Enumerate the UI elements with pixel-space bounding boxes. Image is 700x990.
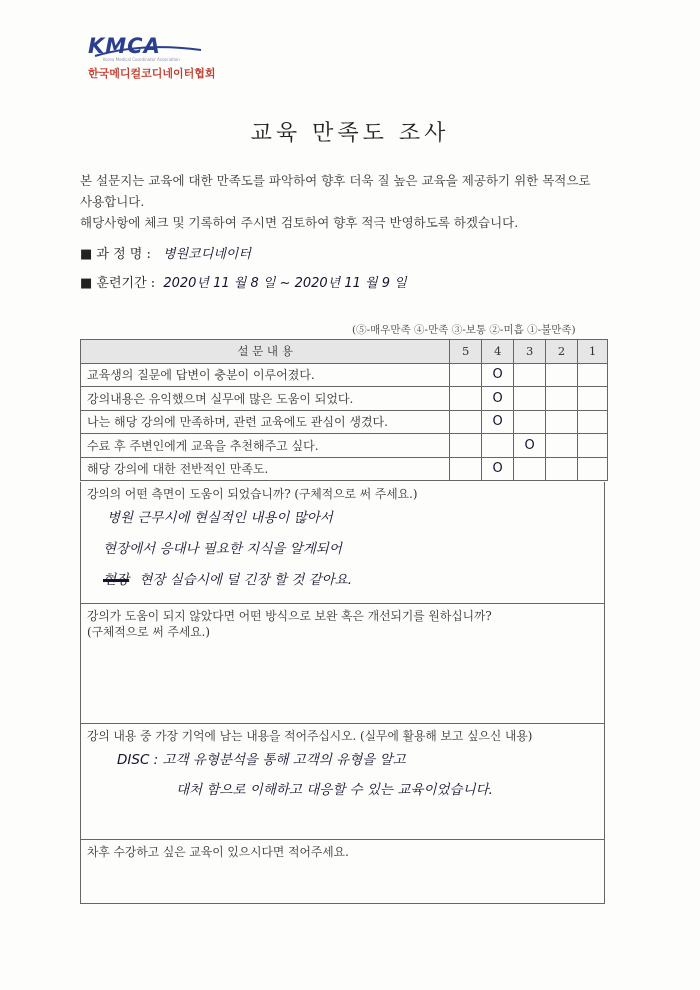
header-score: 3 (514, 340, 546, 364)
score-cell[interactable]: O (482, 363, 514, 387)
header-score: 2 (546, 340, 578, 364)
question-text: 해당 강의에 대한 전반적인 만족도. (81, 457, 450, 481)
course-field (80, 243, 251, 262)
question-text: 나는 해당 강의에 만족하며, 관련 교육에도 관심이 생겼다. (81, 410, 450, 434)
score-cell[interactable] (546, 363, 578, 387)
memorable-answer-line[interactable]: DISC : 고객 유형분석을 통해 고객의 유형을 알고 (117, 752, 406, 768)
intro-line: 본 설문지는 교육에 대한 만족도를 파악하여 향후 더욱 질 높은 교육을 제공하기 위한 목적으로 (80, 173, 591, 188)
period-field (80, 272, 407, 291)
score-cell[interactable] (514, 457, 546, 481)
logo-acronym: KMCA (88, 34, 161, 58)
question-text: 강의내용은 유익했으며 실무에 많은 도움이 되었다. (81, 387, 450, 411)
score-cell[interactable] (450, 434, 482, 458)
score-cell[interactable] (514, 410, 546, 434)
score-cell[interactable] (546, 410, 578, 434)
improve-prompt (87, 608, 492, 640)
period-label: ■ 훈련기간 : (80, 276, 156, 291)
score-cell[interactable] (514, 387, 546, 411)
score-cell[interactable]: O (482, 410, 514, 434)
score-cell[interactable] (546, 387, 578, 411)
intro-line: 해당사항에 체크 및 기록하여 주시면 검토하여 향후 적극 반영하도록 하겠습니다. (80, 215, 519, 230)
period-value[interactable]: 2020년 11 월 8 일 ~ 2020년 11 월 9 일 (163, 276, 407, 291)
question-text: 교육생의 질문에 답변이 충분이 이루어졌다. (81, 363, 450, 387)
improve-prompt-line: (구체적으로 써 주세요.) (87, 625, 211, 639)
score-cell[interactable] (578, 363, 608, 387)
table-row (81, 434, 608, 458)
helpful-prompt: 강의의 어떤 측면이 도움이 되었습니까? (구체적으로 써 주세요.) (87, 487, 418, 501)
memorable-answer-line[interactable]: 대처 함으로 이해하고 대응할 수 있는 교육이었습니다. (176, 782, 493, 798)
helpful-answer-line[interactable]: 병원 근무시에 현실적인 내용이 많아서 (107, 510, 333, 526)
score-cell[interactable] (450, 363, 482, 387)
header-score: 4 (482, 340, 514, 364)
score-cell[interactable]: O (514, 434, 546, 458)
improve-section (80, 604, 605, 724)
table-row (81, 363, 608, 387)
header-score: 5 (450, 340, 482, 364)
future-prompt: 차후 수강하고 싶은 교육이 있으시다면 적어주세요. (87, 845, 349, 859)
helpful-answer-text: 현장 실습시에 덜 긴장 할 것 같아요. (139, 572, 353, 588)
score-cell[interactable]: O (482, 387, 514, 411)
score-cell[interactable] (546, 434, 578, 458)
table-header-row (81, 340, 608, 364)
score-cell[interactable] (578, 457, 608, 481)
header-score: 1 (578, 340, 608, 364)
score-cell[interactable] (482, 434, 514, 458)
helpful-answer-line[interactable]: 현장에서 응대나 필요한 지식을 알게되어 (103, 541, 342, 557)
score-cell[interactable] (578, 387, 608, 411)
table-row (81, 387, 608, 411)
logo-swoosh-icon (93, 44, 203, 58)
logo-tagline: Korea Medical Coordinator Association (103, 57, 180, 62)
future-section (80, 840, 605, 904)
score-cell[interactable] (450, 387, 482, 411)
rating-table (80, 339, 608, 481)
improve-prompt-line: 강의가 도움이 되지 않았다면 어떤 방식으로 보완 혹은 개선되기를 원하십니까? (87, 609, 492, 623)
intro-text (80, 170, 620, 233)
helpful-answer-line[interactable] (103, 568, 352, 588)
course-value[interactable]: 병원코디네이터 (163, 247, 251, 262)
course-label: ■ 과 정 명 : (80, 247, 151, 262)
score-cell[interactable] (450, 457, 482, 481)
score-cell[interactable] (514, 363, 546, 387)
table-row (81, 457, 608, 481)
header-question: 설 문 내 용 (81, 340, 450, 364)
logo-org-name: 한국메디컬코디네이터협회 (88, 67, 216, 80)
memorable-section (80, 724, 605, 840)
score-cell[interactable] (578, 410, 608, 434)
intro-line: 사용합니다. (80, 194, 145, 209)
question-text: 수료 후 주변인에게 교육을 추천해주고 싶다. (81, 434, 450, 458)
scale-note: (⑤-매우만족 ④-만족 ③-보통 ②-미흡 ①-불만족) (352, 324, 576, 336)
memorable-prompt: 강의 내용 중 가장 기억에 남는 내용을 적어주십시오. (실무에 활용해 보고 싶으신 내용) (87, 729, 533, 743)
table-row (81, 410, 608, 434)
page-title: 교육 만족도 조사 (250, 121, 450, 146)
score-cell[interactable] (578, 434, 608, 458)
helpful-section (80, 482, 605, 604)
score-cell[interactable]: O (482, 457, 514, 481)
struck-word: 현장 (103, 572, 130, 588)
score-cell[interactable] (450, 410, 482, 434)
score-cell[interactable] (546, 457, 578, 481)
